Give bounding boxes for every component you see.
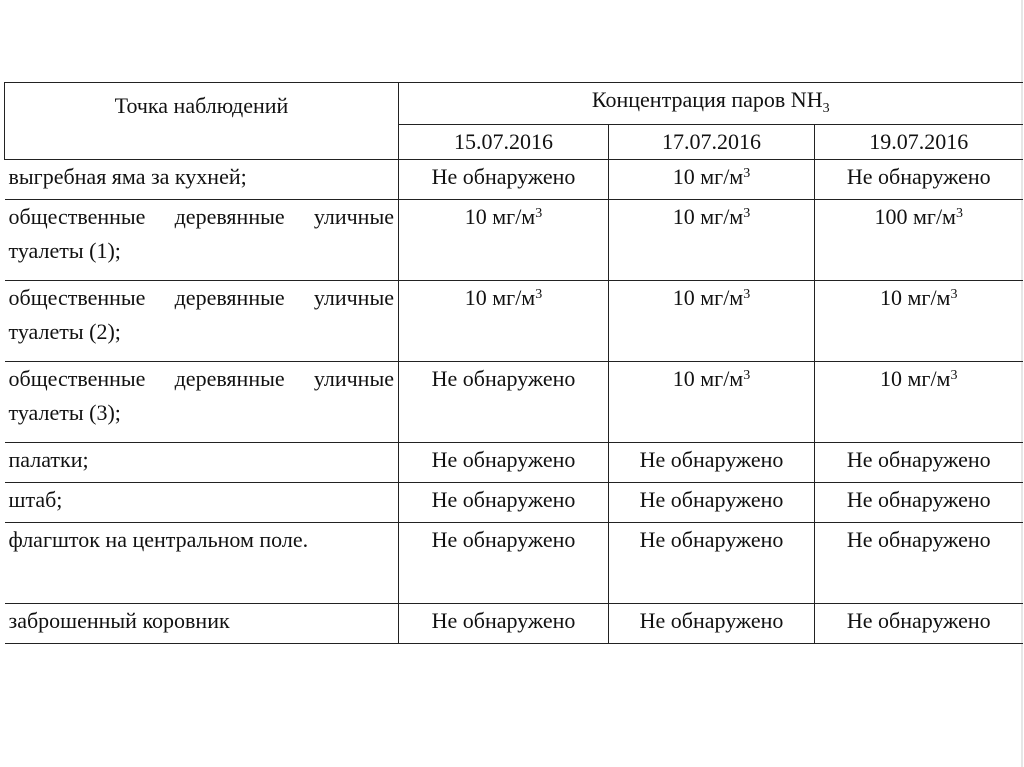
value-cell: Не обнаружено xyxy=(815,443,1023,483)
unit-superscript: 3 xyxy=(950,368,958,383)
table-row xyxy=(5,604,1023,644)
point-cell: палатки; xyxy=(5,443,399,483)
header-row xyxy=(5,83,1023,125)
value-cell: Не обнаружено xyxy=(399,523,609,604)
unit-superscript: 3 xyxy=(950,287,958,302)
value-cell: Не обнаружено xyxy=(609,483,815,523)
unit-superscript: 3 xyxy=(743,287,751,302)
value-cell xyxy=(815,362,1023,443)
value-text: Не обнаружено xyxy=(431,366,576,391)
value-text: 10 мг/м xyxy=(464,285,536,310)
point-cell: общественные деревянные уличные туалеты (1); xyxy=(5,200,399,281)
nh3-subscript: 3 xyxy=(822,101,830,116)
unit-superscript: 3 xyxy=(743,166,751,181)
value-cell xyxy=(815,200,1023,281)
point-cell: общественные деревянные уличные туалеты (2); xyxy=(5,281,399,362)
value-cell xyxy=(609,160,815,200)
table-row xyxy=(5,200,1023,281)
header-point-label: Точка наблюдений xyxy=(114,93,289,118)
header-concentration-label: Концентрация паров NH xyxy=(591,87,823,112)
header-concentration-cell xyxy=(399,83,1023,125)
unit-superscript: 3 xyxy=(955,206,963,221)
table-row xyxy=(5,483,1023,523)
table-row xyxy=(5,281,1023,362)
unit-superscript: 3 xyxy=(743,206,751,221)
value-text: 10 мг/м xyxy=(464,204,536,229)
value-cell xyxy=(815,160,1023,200)
point-cell: заброшенный коровник xyxy=(5,604,399,644)
unit-superscript: 3 xyxy=(743,368,751,383)
value-text: 10 мг/м xyxy=(672,366,744,391)
value-cell xyxy=(399,362,609,443)
point-cell: общественные деревянные уличные туалеты (3); xyxy=(5,362,399,443)
value-text: 10 мг/м xyxy=(880,285,951,310)
value-cell xyxy=(609,200,815,281)
value-cell: Не обнаружено xyxy=(815,604,1023,644)
value-cell: Не обнаружено xyxy=(399,443,609,483)
value-cell: Не обнаружено xyxy=(815,523,1023,604)
unit-superscript: 3 xyxy=(535,206,543,221)
header-point-cell xyxy=(5,83,399,160)
point-cell: выгребная яма за кухней; xyxy=(5,160,399,200)
table-row xyxy=(5,362,1023,443)
value-cell xyxy=(399,200,609,281)
value-cell: Не обнаружено xyxy=(399,483,609,523)
point-cell: штаб; xyxy=(5,483,399,523)
table-row xyxy=(5,160,1023,200)
value-cell xyxy=(399,281,609,362)
value-text: 10 мг/м xyxy=(672,285,744,310)
observation-table xyxy=(4,82,1023,644)
value-text: 10 мг/м xyxy=(672,204,744,229)
date-cell: 19.07.2016 xyxy=(815,125,1023,160)
date-cell: 17.07.2016 xyxy=(609,125,815,160)
value-text: 10 мг/м xyxy=(880,366,951,391)
point-cell: флагшток на центральном поле. xyxy=(5,523,399,604)
unit-superscript: 3 xyxy=(535,287,543,302)
value-cell xyxy=(399,160,609,200)
value-cell: Не обнаружено xyxy=(399,604,609,644)
value-cell: Не обнаружено xyxy=(609,523,815,604)
value-text: Не обнаружено xyxy=(846,164,991,189)
value-cell: Не обнаружено xyxy=(815,483,1023,523)
value-text: 100 мг/м xyxy=(874,204,956,229)
value-cell xyxy=(609,362,815,443)
value-text: Не обнаружено xyxy=(431,164,576,189)
table-row xyxy=(5,523,1023,604)
value-cell: Не обнаружено xyxy=(609,443,815,483)
table-row xyxy=(5,443,1023,483)
value-cell xyxy=(609,281,815,362)
value-cell xyxy=(815,281,1023,362)
value-cell: Не обнаружено xyxy=(609,604,815,644)
value-text: 10 мг/м xyxy=(672,164,744,189)
date-cell: 15.07.2016 xyxy=(399,125,609,160)
